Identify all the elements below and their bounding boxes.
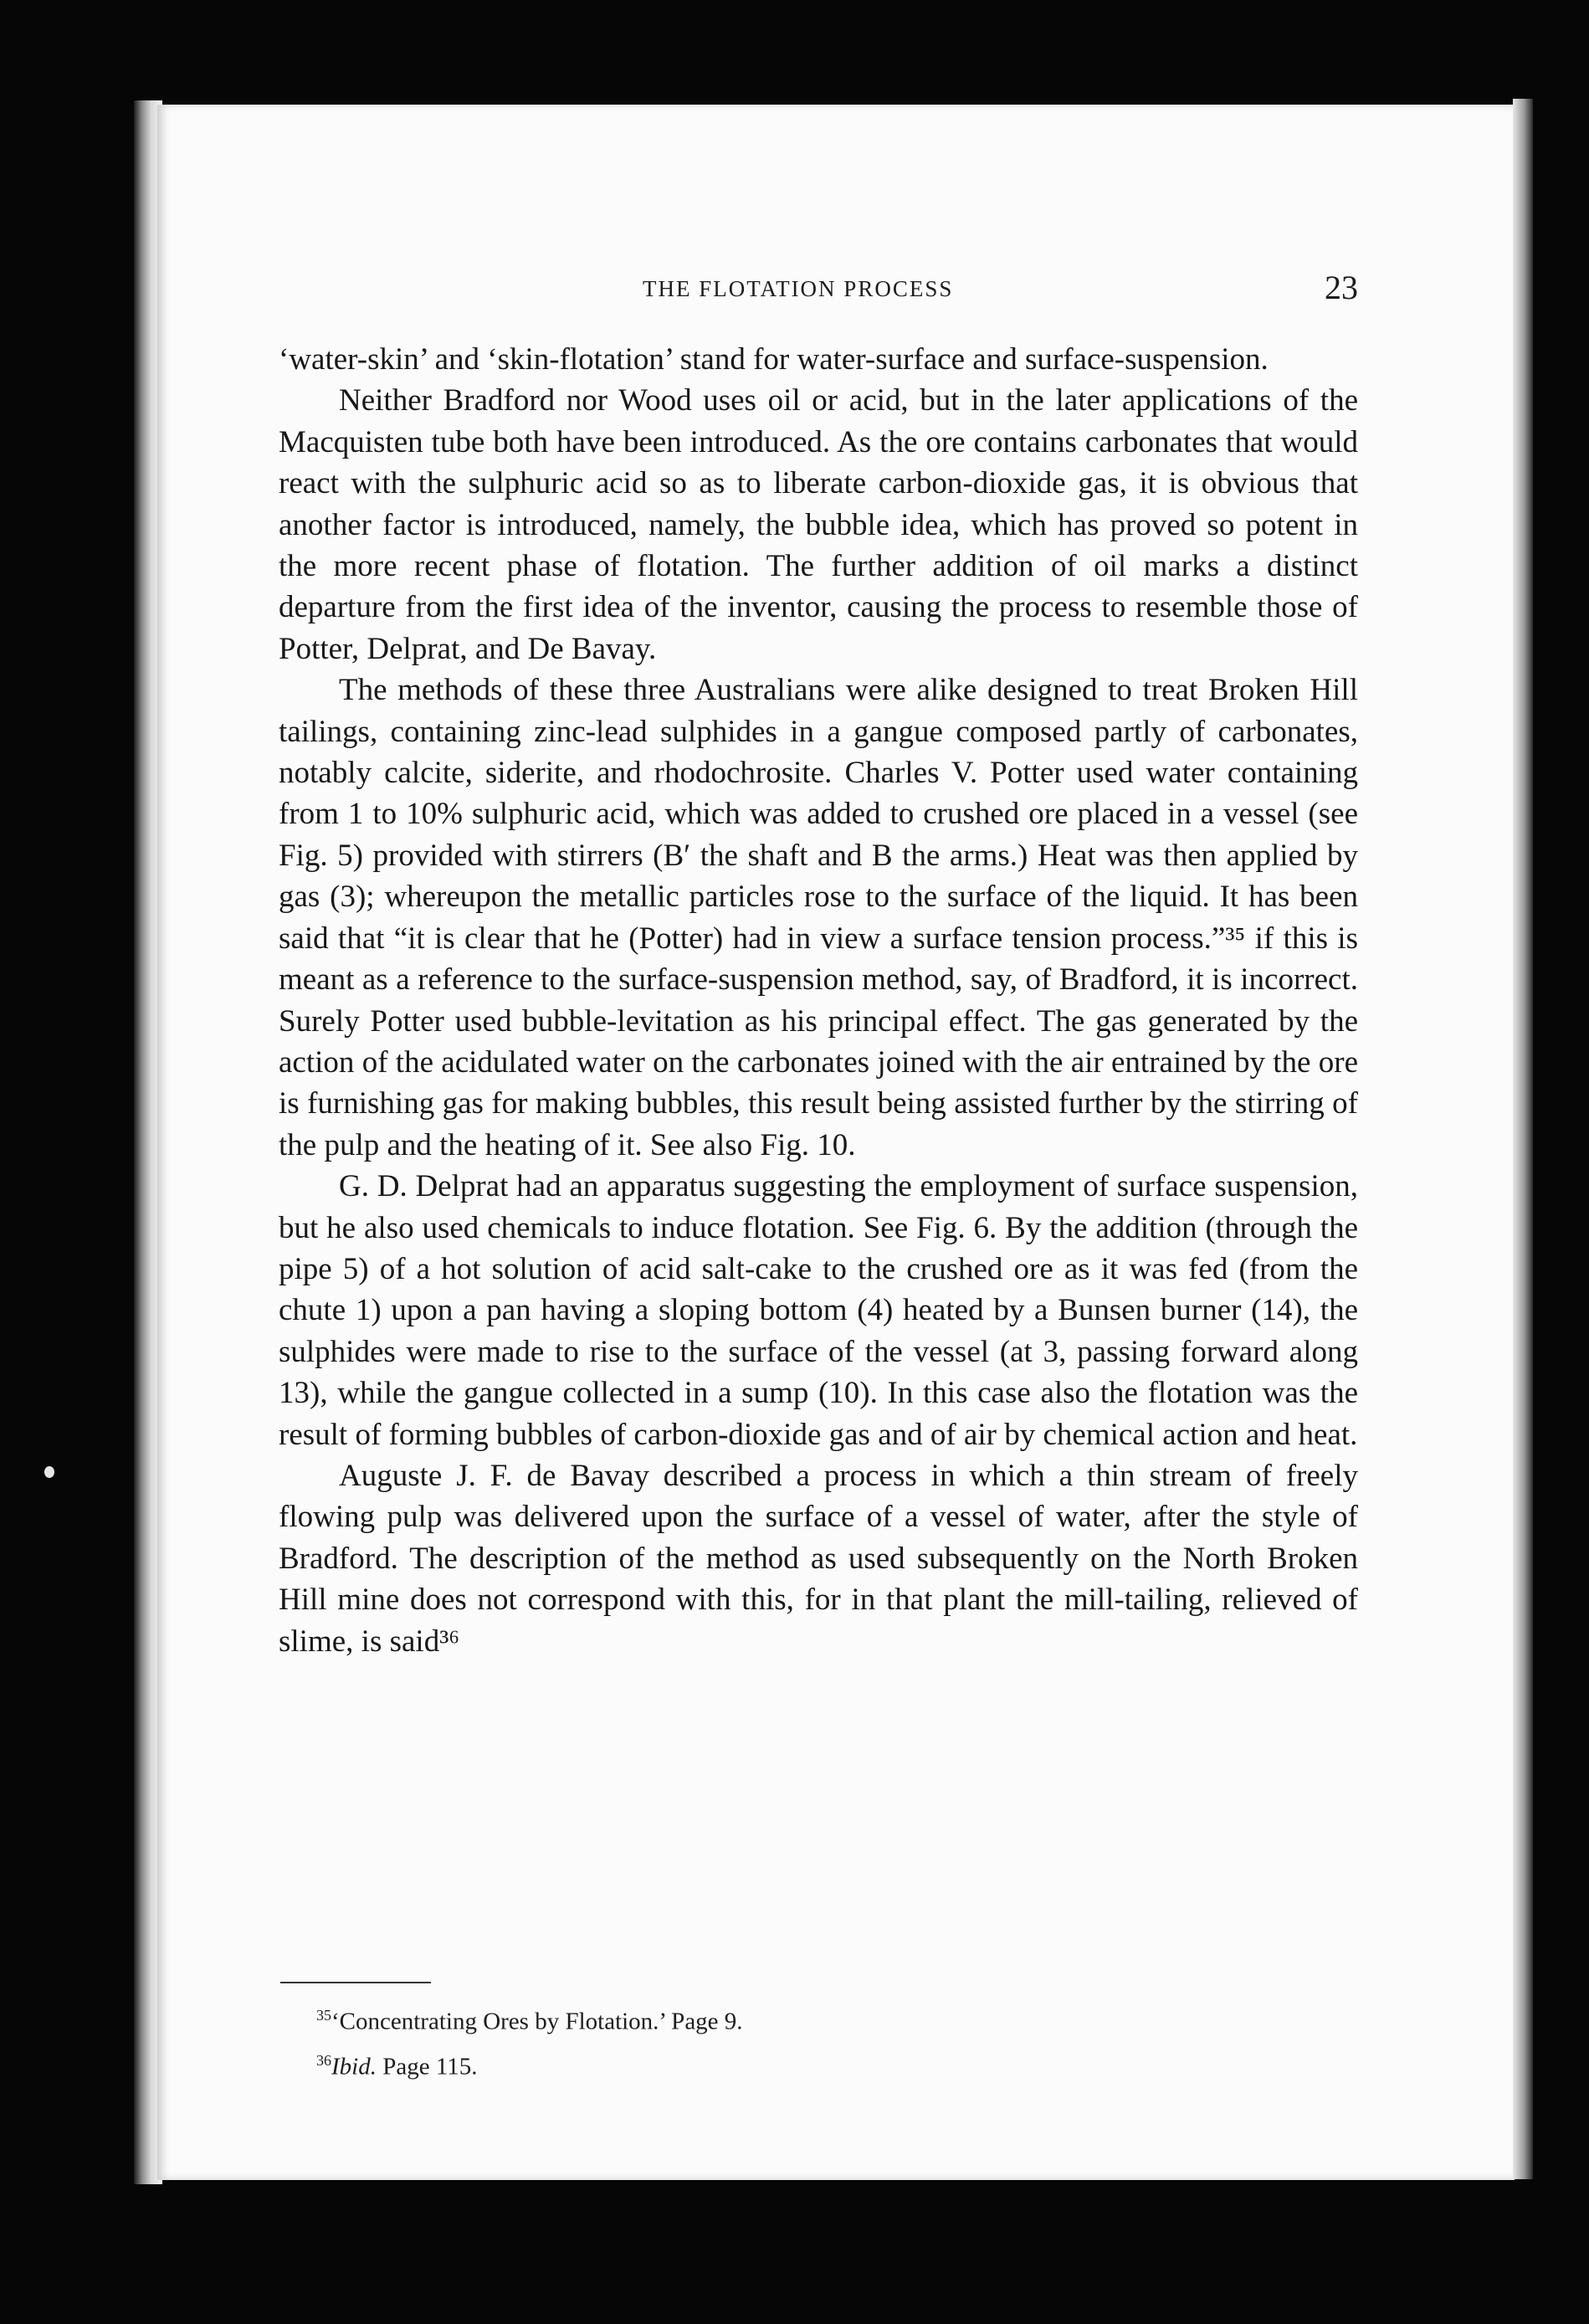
- body-text: [279, 339, 1358, 1662]
- footnote: [316, 2041, 1354, 2086]
- scan-artifact: [44, 1466, 54, 1478]
- footnote-marker: 35: [316, 2007, 331, 2024]
- paragraph: Neither Bradford nor Wood uses oil or acid, but in the later applications of the Macquisten tube both have been introduced. As the ore contains carbonates that would react with the sulphuric acid so as to liberate carbon-dioxide gas, it is obvious that another factor is introduced, namely, the bubble idea, which has proved so potent in the more recent phase of flotation. The further addition of oil marks a distinct departure from the first idea of the inventor, causing the process to resemble those of Potter, Delprat, and De Bavay.: [279, 383, 1358, 666]
- footnote-text: Page 115.: [376, 2053, 478, 2080]
- footnote-rule: [280, 1982, 431, 1983]
- paragraph: Auguste J. F. de Bavay described a process in which a thin stream of freely flowing pulp was delivered upon the surface of a vessel of water, after the style of Bradford. The description of the method as used subsequently on the North Broken Hill mine does not correspond with this, for in that plant the mill-tailing, relieved of slime, is said³⁶: [279, 1458, 1358, 1659]
- page-edge: [1513, 99, 1533, 2179]
- paragraph: G. D. Delprat had an apparatus suggesting the employment of surface suspension, but he also used chemicals to induce flotation. See Fig. 6. By the addition (through the pipe 5) of a hot solution of acid salt-cake to the crushed ore as it was fed (from the chute 1) upon a pan having a sloping bottom (4) heated by a Bunsen burner (14), the sulphides were made to rise to the surface of the vessel (at 3, passing forward along 13), while the gangue collected in a sump (10). In this case also the flotation was the result of forming bubbles of carbon-dioxide gas and of air by chemical action and heat.: [279, 1169, 1358, 1452]
- paragraph: ‘water-skin’ and ‘skin-flotation’ stand for water-surface and surface-suspension.: [279, 342, 1269, 377]
- running-head: THE FLOTATION PROCESS: [643, 276, 954, 301]
- footnote-text: ‘Concentrating Ores by Flotation.’ Page 9.: [331, 2008, 743, 2035]
- paragraph: The methods of these three Australians were alike designed to treat Broken Hill tailings, containing zinc-lead sulphides in a gangue composed partly of carbonates, notably calcite, siderite, and rhodochrosite. Charles V. Potter used water containing from 1 to 10% sulphuric acid, which was added to crushed ore placed in a vessel (see Fig. 5) provided with stirrers (B′ the shaft and B the arms.) Heat was then applied by gas (3); whereupon the metallic particles rose to the surface of the liquid. It has been said that “it is clear that he (Potter) had in view a surface tension process.”³⁵ if this is meant as a reference to the surface-suspension method, say, of Bradford, it is incorrect. Surely Potter used bubble-levitation as his principal effect. The gas generated by the action of the acidulated water on the carbonates joined with the air entrained by the ore is furnishing gas for making bubbles, this result being assisted further by the stirring of the pulp and the heating of it. See also Fig. 10.: [279, 673, 1358, 1162]
- footnotes: [316, 1996, 1354, 2085]
- footnote: [316, 1996, 1354, 2041]
- page-header: [279, 268, 1358, 318]
- footnote-italic-text: Ibid.: [331, 2053, 377, 2080]
- footnote-marker: 36: [316, 2051, 331, 2069]
- page-number: 23: [1325, 269, 1358, 306]
